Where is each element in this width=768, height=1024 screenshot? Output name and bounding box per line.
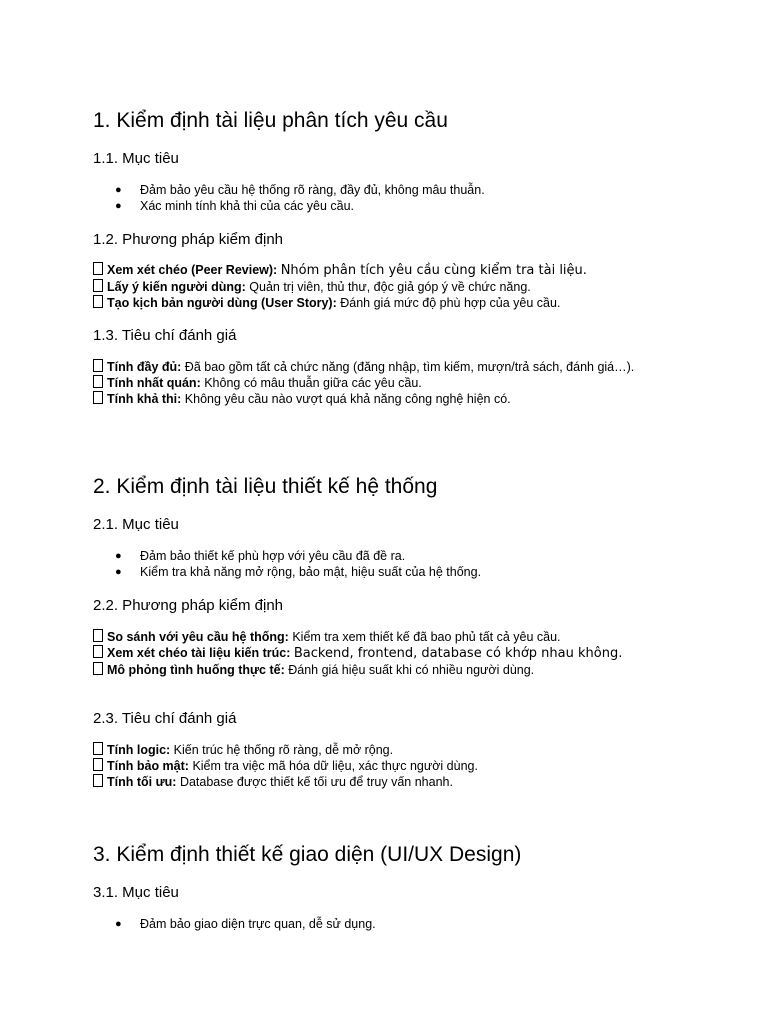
- section-1-title: 1. Kiểm định tài liệu phân tích yêu cầu: [93, 109, 448, 132]
- list-item: ● Đảm bảo thiết kế phù hợp với yêu cầu đã đề ra.: [115, 549, 406, 563]
- section-2-criteria-heading: 2.3. Tiêu chí đánh giá: [93, 710, 237, 727]
- checkbox-icon: [93, 629, 103, 642]
- section-3-title: 3. Kiểm định thiết kế giao diện (UI/UX Design): [93, 843, 522, 866]
- section-2-title: 2. Kiểm định tài liệu thiết kế hệ thống: [93, 475, 438, 498]
- section-2-criteria: [93, 742, 673, 790]
- checkbox-icon: [93, 742, 103, 755]
- section-2-methods-heading: 2.2. Phương pháp kiểm định: [93, 597, 283, 614]
- criteria-item: Tính đầy đủ: Đã bao gồm tất cả chức năng (đăng nhập, tìm kiếm, mượn/trả sách, đánh giá…).: [93, 359, 673, 375]
- section-2-methods: [93, 629, 673, 678]
- checkbox-icon: [93, 391, 103, 404]
- list-item: ● Đảm bảo yêu cầu hệ thống rõ ràng, đầy đủ, không mâu thuẫn.: [115, 183, 485, 197]
- method-item: Tạo kịch bản người dùng (User Story): Đánh giá mức độ phù hợp của yêu cầu.: [93, 295, 673, 311]
- section-2-goals-list: [115, 548, 481, 580]
- bullet-dot-icon: ●: [115, 200, 122, 212]
- bullet-dot-icon: ●: [115, 918, 122, 930]
- checkbox-icon: [93, 774, 103, 787]
- checkbox-icon: [93, 359, 103, 372]
- section-1-criteria: [93, 359, 673, 407]
- section-1-methods: [93, 262, 673, 311]
- bullet-dot-icon: ●: [115, 566, 122, 578]
- checkbox-icon: [93, 295, 103, 308]
- method-item: Lấy ý kiến người dùng: Quản trị viên, thủ thư, độc giả góp ý về chức năng.: [93, 279, 673, 295]
- list-item: ● Đảm bảo giao diện trực quan, dễ sử dụng.: [115, 917, 376, 931]
- checkbox-icon: [93, 758, 103, 771]
- checkbox-icon: [93, 279, 103, 292]
- checkbox-icon: [93, 662, 103, 675]
- section-2-goals-heading: 2.1. Mục tiêu: [93, 516, 179, 533]
- method-item: Xem xét chéo (Peer Review): Nhóm phân tích yêu cầu cùng kiểm tra tài liệu.: [93, 262, 673, 279]
- section-1-goals-list: [115, 182, 485, 214]
- list-item: ● Kiểm tra khả năng mở rộng, bảo mật, hiệu suất của hệ thống.: [115, 565, 482, 579]
- section-1-goals-heading: 1.1. Mục tiêu: [93, 150, 179, 167]
- section-3-goals-list: [115, 916, 376, 932]
- checkbox-icon: [93, 645, 103, 658]
- checkbox-icon: [93, 375, 103, 388]
- criteria-item: Tính nhất quán: Không có mâu thuẫn giữa các yêu cầu.: [93, 375, 673, 391]
- criteria-item: Tính khả thi: Không yêu cầu nào vượt quá khả năng công nghệ hiện có.: [93, 391, 673, 407]
- criteria-item: Tính logic: Kiến trúc hệ thống rõ ràng, dễ mở rộng.: [93, 742, 673, 758]
- section-3-goals-heading: 3.1. Mục tiêu: [93, 884, 179, 901]
- bullet-dot-icon: ●: [115, 184, 122, 196]
- criteria-item: Tính bảo mật: Kiểm tra việc mã hóa dữ liệu, xác thực người dùng.: [93, 758, 673, 774]
- section-1-methods-heading: 1.2. Phương pháp kiểm định: [93, 231, 283, 248]
- bullet-dot-icon: ●: [115, 550, 122, 562]
- section-1-criteria-heading: 1.3. Tiêu chí đánh giá: [93, 327, 237, 344]
- method-item: Xem xét chéo tài liệu kiến trúc: Backend, frontend, database có khớp nhau không.: [93, 645, 633, 662]
- criteria-item: Tính tối ưu: Database được thiết kế tối ưu để truy vấn nhanh.: [93, 774, 673, 790]
- method-item: Mô phỏng tình huống thực tế: Đánh giá hiệu suất khi có nhiều người dùng.: [93, 662, 673, 678]
- list-item: ● Xác minh tính khả thi của các yêu cầu.: [115, 199, 355, 213]
- method-item: So sánh với yêu cầu hệ thống: Kiểm tra xem thiết kế đã bao phủ tất cả yêu cầu.: [93, 629, 673, 645]
- checkbox-icon: [93, 262, 103, 275]
